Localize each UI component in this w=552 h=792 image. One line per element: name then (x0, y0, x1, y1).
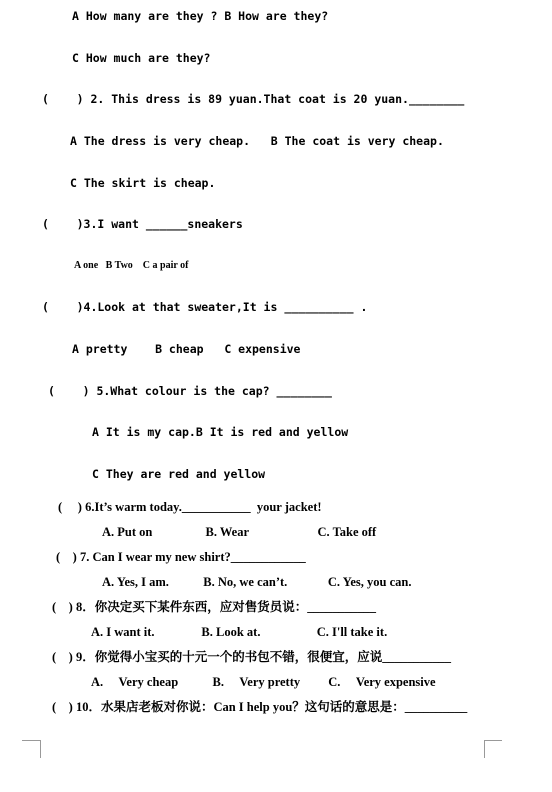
q8-options: A. I want it. B. Look at. C. I'll take it. (91, 625, 388, 639)
q5-option-c: C They are red and yellow (92, 467, 266, 481)
q9-options: A. Very cheap B. Very pretty C. Very expensive (91, 675, 436, 689)
q5-question: ( ) 5.What colour is the cap? ________ (48, 384, 332, 398)
q2-options-ab: A The dress is very cheap. B The coat is very cheap. (70, 134, 444, 148)
q2-question: ( ) 2. This dress is 89 yuan.That coat is 20 yuan.________ (42, 92, 465, 106)
q3-question: ( )3.I want ______sneakers (42, 217, 243, 231)
page-corner-mark-left-top (22, 740, 40, 741)
q1-option-c: C How much are they? (72, 51, 211, 65)
q1-options-ab: A How many are they ? B How are they? (72, 9, 329, 23)
page-corner-mark-left (22, 740, 41, 758)
q3-options: A one B Two C a pair of (74, 260, 189, 271)
q10-question: ( ) 10．水果店老板对你说：Can I help you？这句话的意思是：__________ (52, 700, 468, 714)
q7-question: ( ) 7. Can I wear my new shirt?____________ (56, 550, 306, 564)
q6-question: ( ) 6.It’s warm today.___________ your jacket! (58, 500, 322, 514)
q6-options: A. Put on B. Wear C. Take off (102, 525, 377, 539)
q4-options: A pretty B cheap C expensive (72, 342, 301, 356)
page-corner-mark-right-top (484, 740, 502, 741)
page-corner-mark-right (484, 740, 503, 758)
q4-question: ( )4.Look at that sweater,It is __________ . (42, 300, 368, 314)
q7-options: A. Yes, I am. B. No, we can’t. C. Yes, you can. (102, 575, 412, 589)
q2-option-c: C The skirt is cheap. (70, 176, 216, 190)
q8-question: ( ) 8．你决定买下某件东西，应对售货员说：___________ (52, 600, 376, 614)
q5-option-ab: A It is my cap.B It is red and yellow (92, 425, 349, 439)
q9-question: ( ) 9．你觉得小宝买的十元一个的书包不错，很便宜，应说___________ (52, 650, 451, 664)
